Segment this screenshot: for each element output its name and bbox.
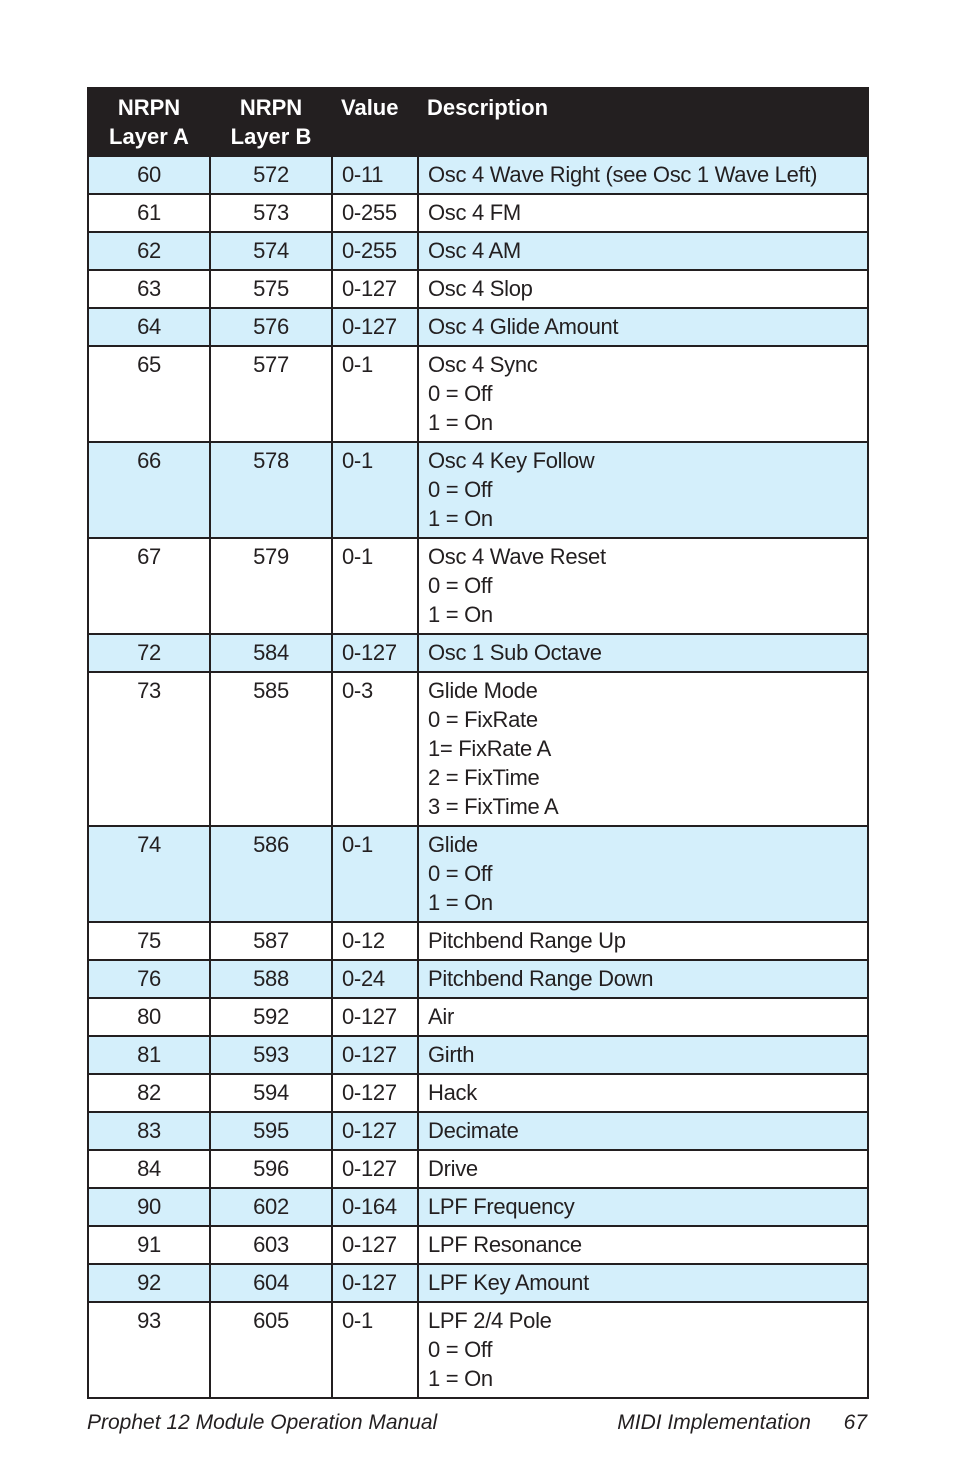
description-line: Osc 4 Key Follow: [428, 448, 595, 473]
table-row: [88, 922, 868, 960]
nrpn-layer-a-cell: 60: [88, 156, 210, 194]
value-cell: 0-127: [332, 1226, 418, 1264]
value-cell: 0-127: [332, 1036, 418, 1074]
description-line: Hack: [428, 1080, 477, 1105]
value-cell: 0-24: [332, 960, 418, 998]
nrpn-layer-a-cell: 66: [88, 442, 210, 538]
value-cell: 0-127: [332, 634, 418, 672]
nrpn-layer-b-cell: 575: [210, 270, 332, 308]
table-row: [88, 1074, 868, 1112]
description-line: Glide Mode: [428, 678, 538, 703]
description-line: Girth: [428, 1042, 475, 1067]
nrpn-layer-b-cell: 592: [210, 998, 332, 1036]
table-row: [88, 538, 868, 634]
nrpn-layer-a-cell: 63: [88, 270, 210, 308]
description-line: Osc 4 AM: [428, 238, 521, 263]
header-value: Value: [332, 88, 418, 156]
nrpn-layer-a-cell: 84: [88, 1150, 210, 1188]
nrpn-layer-a-cell: 62: [88, 232, 210, 270]
description-line: Osc 4 Wave Reset: [428, 544, 606, 569]
description-line: 1= FixRate A: [428, 736, 551, 761]
value-cell: 0-127: [332, 1150, 418, 1188]
description-line: 0 = Off: [428, 861, 493, 886]
description-line: 1 = On: [428, 410, 493, 435]
nrpn-layer-b-cell: 588: [210, 960, 332, 998]
nrpn-layer-b-cell: 585: [210, 672, 332, 826]
value-cell: 0-255: [332, 194, 418, 232]
nrpn-layer-a-cell: 83: [88, 1112, 210, 1150]
description-cell: [418, 1036, 868, 1074]
table-row: [88, 232, 868, 270]
nrpn-layer-a-cell: 75: [88, 922, 210, 960]
table-row: [88, 634, 868, 672]
description-cell: [418, 1188, 868, 1226]
description-line: Osc 4 Wave Right (see Osc 1 Wave Left): [428, 162, 818, 187]
description-cell: [418, 346, 868, 442]
description-line: Osc 1 Sub Octave: [428, 640, 602, 665]
table-header-row: [88, 88, 868, 156]
value-cell: 0-127: [332, 270, 418, 308]
description-line: 2 = FixTime: [428, 765, 540, 790]
nrpn-layer-b-cell: 602: [210, 1188, 332, 1226]
description-cell: [418, 232, 868, 270]
description-cell: [418, 922, 868, 960]
value-cell: 0-3: [332, 672, 418, 826]
nrpn-layer-a-cell: 81: [88, 1036, 210, 1074]
table-row: [88, 960, 868, 998]
value-cell: 0-127: [332, 1112, 418, 1150]
table-row: [88, 1188, 868, 1226]
description-cell: [418, 194, 868, 232]
value-cell: 0-127: [332, 308, 418, 346]
description-cell: [418, 442, 868, 538]
description-line: 3 = FixTime A: [428, 794, 559, 819]
section-name: MIDI Implementation: [617, 1411, 811, 1434]
description-cell: [418, 156, 868, 194]
description-line: 1 = On: [428, 1366, 493, 1391]
description-cell: [418, 672, 868, 826]
description-cell: [418, 960, 868, 998]
description-line: LPF Resonance: [428, 1232, 582, 1257]
description-line: 0 = Off: [428, 573, 493, 598]
value-cell: 0-127: [332, 1264, 418, 1302]
nrpn-table: [87, 87, 869, 1399]
nrpn-layer-a-cell: 65: [88, 346, 210, 442]
nrpn-table-container: [87, 87, 867, 1399]
nrpn-layer-b-cell: 572: [210, 156, 332, 194]
nrpn-layer-a-cell: 67: [88, 538, 210, 634]
description-line: Decimate: [428, 1118, 519, 1143]
value-cell: 0-12: [332, 922, 418, 960]
value-cell: 0-255: [332, 232, 418, 270]
header-description: Description: [418, 88, 868, 156]
nrpn-layer-b-cell: 573: [210, 194, 332, 232]
value-cell: 0-127: [332, 1074, 418, 1112]
description-line: 1 = On: [428, 506, 493, 531]
value-cell: 0-164: [332, 1188, 418, 1226]
nrpn-layer-a-cell: 72: [88, 634, 210, 672]
description-line: Drive: [428, 1156, 478, 1181]
value-cell: 0-1: [332, 538, 418, 634]
description-cell: [418, 1074, 868, 1112]
description-line: LPF 2/4 Pole: [428, 1308, 552, 1333]
description-cell: [418, 1150, 868, 1188]
description-line: LPF Frequency: [428, 1194, 575, 1219]
description-line: 1 = On: [428, 890, 493, 915]
description-line: Pitchbend Range Down: [428, 966, 654, 991]
nrpn-layer-a-cell: 76: [88, 960, 210, 998]
header-nrpn-layer-b: NRPN Layer B: [210, 88, 332, 156]
table-row: [88, 194, 868, 232]
description-cell: [418, 1264, 868, 1302]
nrpn-layer-b-cell: 574: [210, 232, 332, 270]
nrpn-layer-a-cell: 61: [88, 194, 210, 232]
nrpn-layer-b-cell: 586: [210, 826, 332, 922]
table-row: [88, 156, 868, 194]
table-row: [88, 1036, 868, 1074]
description-line: Air: [428, 1004, 454, 1029]
description-cell: [418, 1226, 868, 1264]
description-cell: [418, 634, 868, 672]
value-cell: 0-127: [332, 998, 418, 1036]
nrpn-layer-a-cell: 80: [88, 998, 210, 1036]
page-number: 67: [843, 1411, 867, 1434]
table-row: [88, 270, 868, 308]
description-line: 0 = FixRate: [428, 707, 538, 732]
description-line: 0 = Off: [428, 1337, 493, 1362]
description-cell: [418, 1112, 868, 1150]
nrpn-layer-b-cell: 578: [210, 442, 332, 538]
nrpn-layer-b-cell: 595: [210, 1112, 332, 1150]
value-cell: 0-1: [332, 826, 418, 922]
table-row: [88, 442, 868, 538]
description-line: Osc 4 Slop: [428, 276, 533, 301]
nrpn-layer-b-cell: 603: [210, 1226, 332, 1264]
table-row: [88, 1264, 868, 1302]
nrpn-layer-b-cell: 577: [210, 346, 332, 442]
description-cell: [418, 538, 868, 634]
value-cell: 0-1: [332, 346, 418, 442]
table-row: [88, 1302, 868, 1398]
description-line: LPF Key Amount: [428, 1270, 589, 1295]
nrpn-layer-a-cell: 92: [88, 1264, 210, 1302]
description-cell: [418, 1302, 868, 1398]
description-cell: [418, 270, 868, 308]
nrpn-layer-b-cell: 594: [210, 1074, 332, 1112]
nrpn-layer-b-cell: 593: [210, 1036, 332, 1074]
nrpn-layer-b-cell: 587: [210, 922, 332, 960]
nrpn-layer-b-cell: 596: [210, 1150, 332, 1188]
table-row: [88, 346, 868, 442]
description-line: 1 = On: [428, 602, 493, 627]
description-line: Osc 4 Sync: [428, 352, 538, 377]
table-row: [88, 672, 868, 826]
nrpn-layer-b-cell: 605: [210, 1302, 332, 1398]
description-cell: [418, 826, 868, 922]
nrpn-layer-a-cell: 82: [88, 1074, 210, 1112]
nrpn-layer-a-cell: 73: [88, 672, 210, 826]
description-line: 0 = Off: [428, 477, 493, 502]
nrpn-layer-b-cell: 576: [210, 308, 332, 346]
table-row: [88, 1226, 868, 1264]
value-cell: 0-1: [332, 1302, 418, 1398]
nrpn-layer-a-cell: 64: [88, 308, 210, 346]
description-line: 0 = Off: [428, 381, 493, 406]
table-row: [88, 1112, 868, 1150]
value-cell: 0-1: [332, 442, 418, 538]
nrpn-layer-b-cell: 584: [210, 634, 332, 672]
description-cell: [418, 308, 868, 346]
description-cell: [418, 998, 868, 1036]
table-row: [88, 1150, 868, 1188]
nrpn-layer-b-cell: 579: [210, 538, 332, 634]
table-body: [88, 156, 868, 1398]
table-row: [88, 308, 868, 346]
table-row: [88, 826, 868, 922]
nrpn-layer-a-cell: 93: [88, 1302, 210, 1398]
nrpn-layer-a-cell: 74: [88, 826, 210, 922]
nrpn-layer-b-cell: 604: [210, 1264, 332, 1302]
manual-title: Prophet 12 Module Operation Manual: [87, 1411, 438, 1434]
value-cell: 0-11: [332, 156, 418, 194]
header-nrpn-layer-a: NRPN Layer A: [88, 88, 210, 156]
table-row: [88, 998, 868, 1036]
description-line: Osc 4 Glide Amount: [428, 314, 619, 339]
nrpn-layer-a-cell: 90: [88, 1188, 210, 1226]
nrpn-layer-a-cell: 91: [88, 1226, 210, 1264]
description-line: Pitchbend Range Up: [428, 928, 626, 953]
description-line: Osc 4 FM: [428, 200, 521, 225]
description-line: Glide: [428, 832, 478, 857]
